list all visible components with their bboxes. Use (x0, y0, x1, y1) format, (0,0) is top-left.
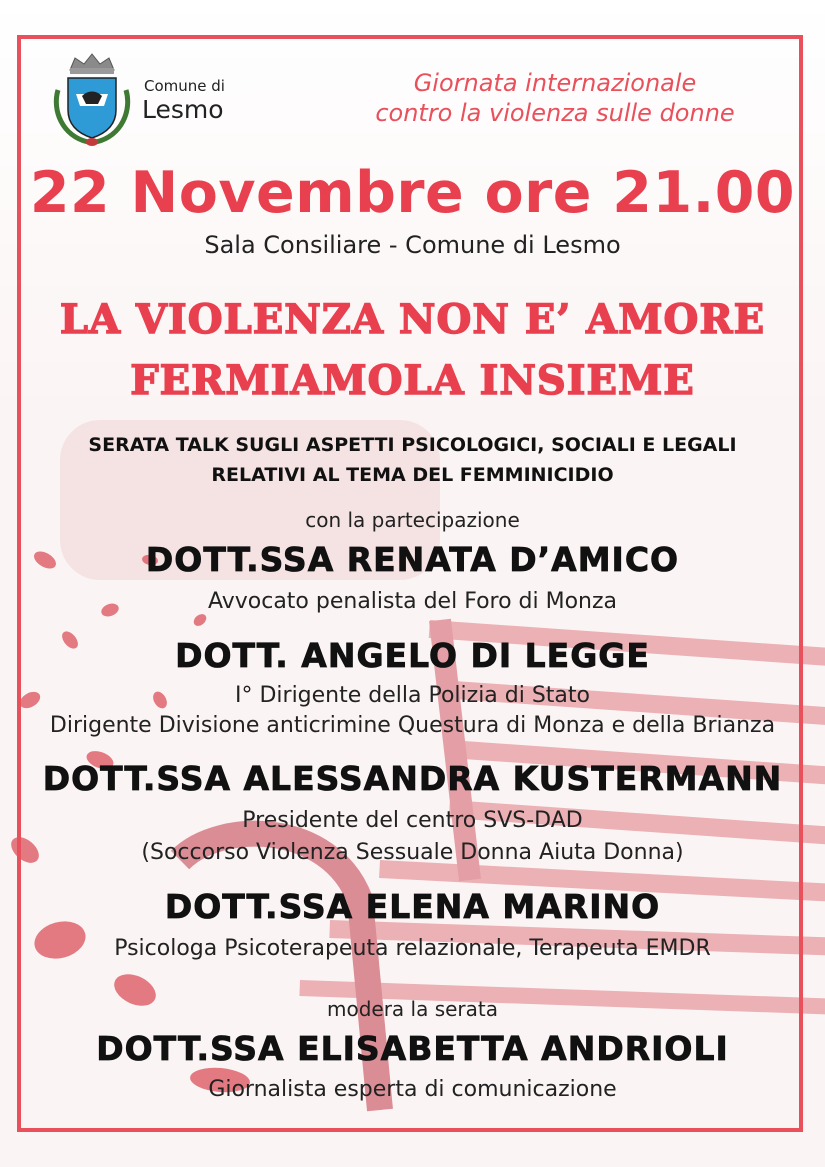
speaker-role: I° Dirigente della Polizia di Stato (234, 683, 591, 708)
occasion-line-1: Giornata internazionale (413, 69, 697, 97)
municipality-label: Comune di (144, 77, 225, 95)
speaker-role: Avvocato penalista del Foro di Monza (207, 589, 618, 614)
speaker-name: DOTT. ANGELO DI LEGGE (175, 636, 650, 675)
comune-coat-of-arms-icon (50, 50, 134, 150)
event-date-time: 22 Novembre ore 21.00 (29, 160, 796, 226)
event-description (0, 430, 825, 490)
moderator-intro: modera la serata (326, 997, 499, 1021)
speaker-role: (Soccorso Violenza Sessuale Donna Aiuta Donna) (141, 840, 684, 865)
speaker-role: Dirigente Divisione anticrimine Questura di Monza e della Brianza (49, 713, 776, 738)
description-line-2: RELATIVI AL TEMA DEL FEMMINICIDIO (211, 464, 614, 486)
speaker-name: DOTT.SSA ELENA MARINO (164, 887, 661, 926)
speaker-name: DOTT.SSA RENATA D’AMICO (145, 540, 680, 579)
speaker-role: Psicologa Psicoterapeuta relazionale, Terapeuta EMDR (114, 936, 711, 961)
occasion-line-2: contro la violenza sulle donne (375, 99, 735, 127)
speaker-role: Presidente del centro SVS-DAD (242, 808, 583, 833)
participation-intro: con la partecipazione (305, 508, 520, 532)
municipality-name: Lesmo (142, 95, 224, 124)
description-line-1: SERATA TALK SUGLI ASPETTI PSICOLOGICI, SOCIALI E LEGALI (88, 434, 737, 456)
speaker-name: DOTT.SSA ALESSANDRA KUSTERMANN (42, 759, 783, 798)
moderator-name: DOTT.SSA ELISABETTA ANDRIOLI (96, 1029, 729, 1068)
event-location: Sala Consiliare - Comune di Lesmo (204, 231, 621, 259)
event-occasion (330, 68, 780, 128)
slogan-line-2: FERMIAMOLA INSIEME (130, 357, 695, 404)
moderator-role: Giornalista esperta di comunicazione (208, 1077, 617, 1102)
slogan-line-1: LA VIOLENZA NON E’ AMORE (59, 296, 766, 343)
